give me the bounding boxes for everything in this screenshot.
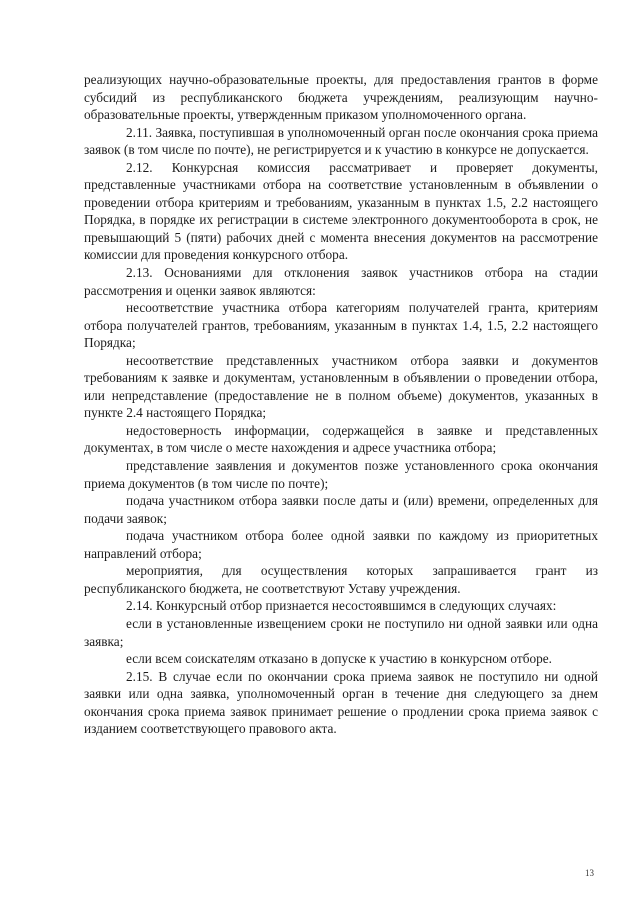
list-item-rejection-ground: недостоверность информации, содержащейся в заявке и представленных документах, в том числе о месте нахождения и адресе участника отбора; <box>84 422 598 456</box>
paragraph-2-12: 2.12. Конкурсная комиссия рассматривает и проверяет документы, представленные участниками отбора на соответствие установленным в объявлении о проведении отбора критериям и требованиям, указанным в пунктах 1.5, 2.2 настоящего Порядка, в порядке их регистрации в системе электронного документооборота в срок, не превышающий 5 (пяти) рабочих дней с момента внесения документов на рассмотрение комиссии для проведения конкурсного отбора. <box>84 159 598 263</box>
list-item-rejection-ground: подача участником отбора заявки после даты и (или) времени, определенных для подачи заявок; <box>84 493 598 526</box>
list-item-rejection-ground: мероприятия, для осуществления которых запрашивается грант из республиканского бюджета, не соответствуют Уставу учреждения. <box>84 563 598 596</box>
list-item-failure-case: если всем соискателям отказано в допуске к участию в конкурсном отборе. <box>126 651 552 667</box>
list-item-rejection-ground: подача участником отбора более одной заявки по каждому из приоритетных направлений отбора; <box>84 528 598 561</box>
paragraph-2-15: 2.15. В случае если по окончании срока приема заявок не поступило ни одной заявки или одна заявка, уполномоченный орган в течение дня следующего за днем окончания срока приема заявок принимает решение о продлении срока приема заявок с изданием соответствующего правового акта. <box>84 668 598 737</box>
paragraph-continuation: реализующих научно-образовательные проекты, для предоставления грантов в форме субсидий из республиканского бюджета учреждениям, реализующим научно-образовательные проекты, утвержденным приказом уполномоченного органа. <box>84 72 598 123</box>
page-number: 13 <box>585 868 594 878</box>
list-item-rejection-ground: несоответствие участника отбора категориям получателей гранта, критериям отбора получателей грантов, требованиям, указанным в пунктах 1.4, 1.5, 2.2 настоящего Порядка; <box>84 300 598 351</box>
paragraph-2-11: 2.11. Заявка, поступившая в уполномоченный орган после окончания срока приема заявок (в том числе по почте), не регистрируется и к участию в конкурсе не допускается. <box>84 124 598 158</box>
paragraph-2-13: 2.13. Основаниями для отклонения заявок участников отбора на стадии рассмотрения и оценки заявок являются: <box>84 265 598 298</box>
document-body <box>84 71 598 738</box>
paragraph-2-14: 2.14. Конкурсный отбор признается несостоявшимся в следующих случаях: <box>126 598 557 614</box>
list-item-failure-case: если в установленные извещением сроки не поступило ни одной заявки или одна заявка; <box>84 615 598 649</box>
list-item-rejection-ground: несоответствие представленных участником отбора заявки и документов требованиям к заявке и документам, установленным в объявлении о проведении отбора, или непредставление (предоставление не в полном объеме) документов, указанных в пункте 2.4 настоящего Порядка; <box>84 352 598 421</box>
list-item-rejection-ground: представление заявления и документов позже установленного срока окончания приема документов (в том числе по почте); <box>84 458 598 491</box>
